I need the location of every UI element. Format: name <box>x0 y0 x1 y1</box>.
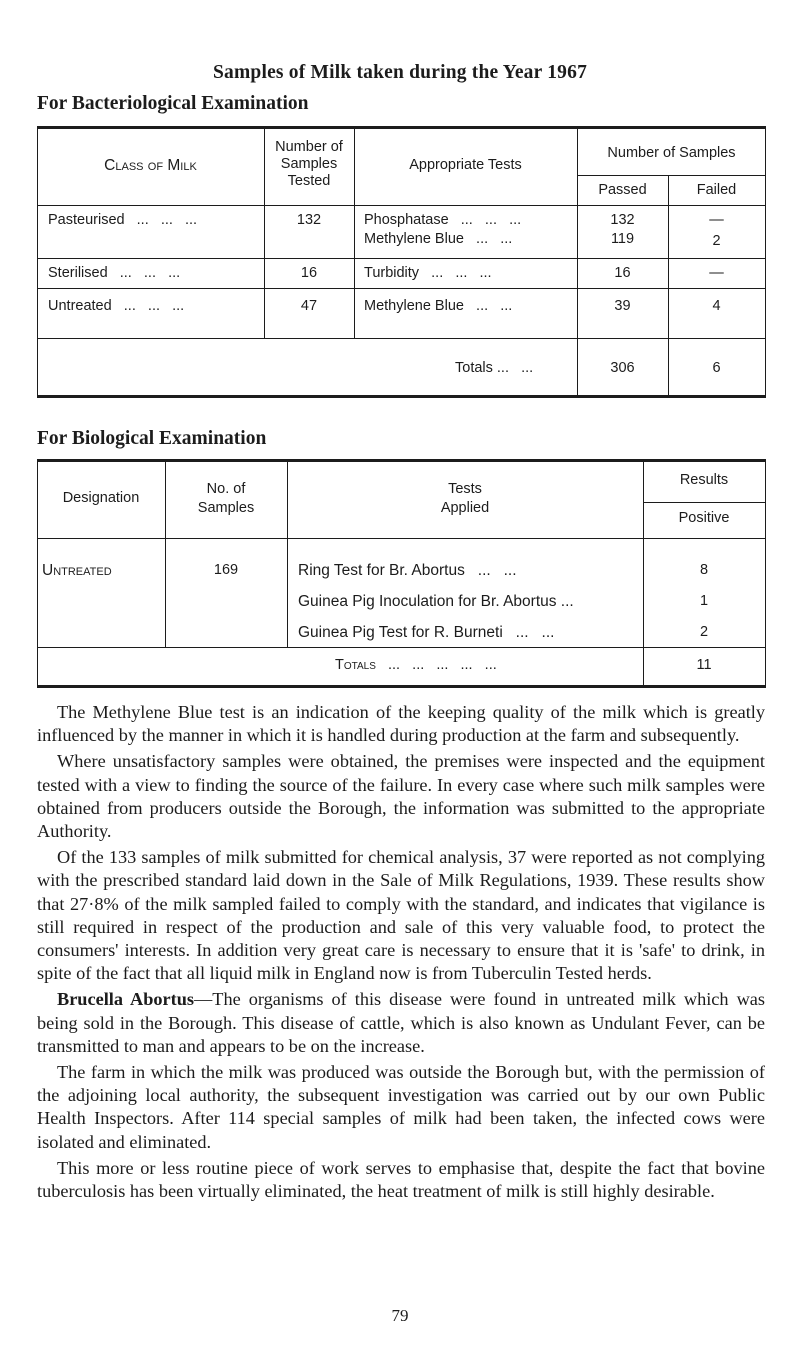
header-appropriate-tests: Appropriate Tests <box>409 157 522 173</box>
row-untreated-test: Methylene Blue ... ... <box>364 298 513 314</box>
bacteriological-totals-label: Totals ... ... <box>455 360 534 376</box>
paragraph-heat-treatment: This more or less routine piece of work serves to emphasise that, despite the fact that bovine tuberculosis has been virtually eliminated, the heat treatment of milk is still highly desirable. <box>37 1157 765 1202</box>
header-passed: Passed <box>598 182 647 198</box>
test-ring-test-positive: 8 <box>699 562 709 578</box>
row-sterilised-test: Turbidity ... ... ... <box>364 265 492 281</box>
header-no-of-samples: No. of Samples <box>197 481 255 516</box>
test-ring-test: Ring Test for Br. Abortus ... ... <box>298 562 517 579</box>
row-pasteurised-class: Pasteurised ... ... ... <box>48 212 198 228</box>
row-pasteurised-failed-2: 2 <box>712 233 721 249</box>
body-text <box>37 701 765 1206</box>
row-pasteurised-tested: 132 <box>296 212 322 228</box>
header-tests-applied: Tests Applied <box>440 481 490 516</box>
header-results: Results <box>679 472 729 488</box>
header-failed: Failed <box>696 182 737 198</box>
biological-totals-positive: 11 <box>696 657 712 673</box>
biological-heading: For Biological Examination <box>37 428 267 449</box>
bacteriological-totals-passed: 306 <box>610 360 635 376</box>
row-untreated-tested: 47 <box>300 298 318 314</box>
row-pasteurised-test-1: Phosphatase ... ... ... <box>364 212 522 228</box>
header-class-of-milk: Class of Milk <box>104 157 197 174</box>
paragraph-farm-investigation: The farm in which the milk was produced was outside the Borough but, with the permission of the adjoining local authority, the subsequent investigation was carried out by our own Public Health Inspectors. After 114 special samples of milk had been taken, the infected cows were isolated and eliminated. <box>37 1062 765 1152</box>
brucella-text: —The organisms of this disease were found in untreated milk which was being sold in the Borough. This disease of cattle, which is also known as Undulant Fever, can be transmitted to man and appears to be on the increase. <box>37 989 765 1056</box>
biological-totals-label: Totals ... ... ... ... ... <box>335 657 497 673</box>
page-number: 79 <box>391 1306 409 1325</box>
test-guinea-pig-inoculation-positive: 1 <box>699 593 709 609</box>
row-sterilised-class: Sterilised ... ... ... <box>48 265 181 281</box>
paragraph-unsatisfactory-samples: Where unsatisfactory samples were obtained, the premises were inspected and the equipment tested with a view to finding the source of the failure. In every case where such milk samples were obtained from producers outside the Borough, the information was submitted to the appropriate Authority. <box>37 751 765 842</box>
paragraph-chemical-analysis: Of the 133 samples of milk submitted for chemical analysis, 37 were reported as not complying with the prescribed standard laid down in the Sale of Milk Regulations, 1939. These results show that 27·8% of the milk sampled failed to comply with the standard, and indicates that vigilance is still required in respect of the production and sale of this very valuable food, to protect the consumers' interests. In addition very great care is necessary to ensure that it is 'safe' to drink, in spite of the fact that all liquid milk in England now is from Tuberculin Tested herds. <box>37 847 765 984</box>
paragraph-methylene-blue: The Methylene Blue test is an indication of the keeping quality of the milk which is greatly influenced by the manner in which it is handled during production at the farm and subsequently. <box>37 702 765 746</box>
untreated-sample-count: 169 <box>213 562 239 578</box>
row-untreated-failed: 4 <box>712 298 721 314</box>
bacteriological-heading: For Bacteriological Examination <box>37 93 309 114</box>
row-pasteurised-failed-1: — <box>709 212 724 228</box>
row-sterilised-failed: — <box>709 265 724 281</box>
row-pasteurised-test-2: Methylene Blue ... ... <box>364 231 513 247</box>
untreated-designation: Untreated <box>42 562 112 579</box>
header-number-of-samples: Number of Samples <box>607 145 736 161</box>
row-pasteurised-passed-2: 119 <box>610 231 635 247</box>
header-designation: Designation <box>62 490 140 506</box>
page-title: Samples of Milk taken during the Year 1967 <box>212 62 588 83</box>
test-guinea-pig-inoculation: Guinea Pig Inoculation for Br. Abortus ... <box>298 593 574 610</box>
row-pasteurised-passed-1: 132 <box>610 212 635 228</box>
bacteriological-totals-failed: 6 <box>712 360 721 376</box>
row-untreated-class: Untreated ... ... ... <box>48 298 185 314</box>
header-number-tested: Number of Samples Tested <box>275 139 343 189</box>
row-untreated-passed: 39 <box>614 298 631 314</box>
row-sterilised-tested: 16 <box>300 265 318 281</box>
test-guinea-pig-burneti-positive: 2 <box>699 624 709 640</box>
row-sterilised-passed: 16 <box>614 265 631 281</box>
header-positive: Positive <box>678 510 730 526</box>
brucella-lead: Brucella Abortus <box>57 989 194 1010</box>
test-guinea-pig-burneti: Guinea Pig Test for R. Burneti ... ... <box>298 624 555 641</box>
paragraph-brucella <box>37 988 765 1058</box>
